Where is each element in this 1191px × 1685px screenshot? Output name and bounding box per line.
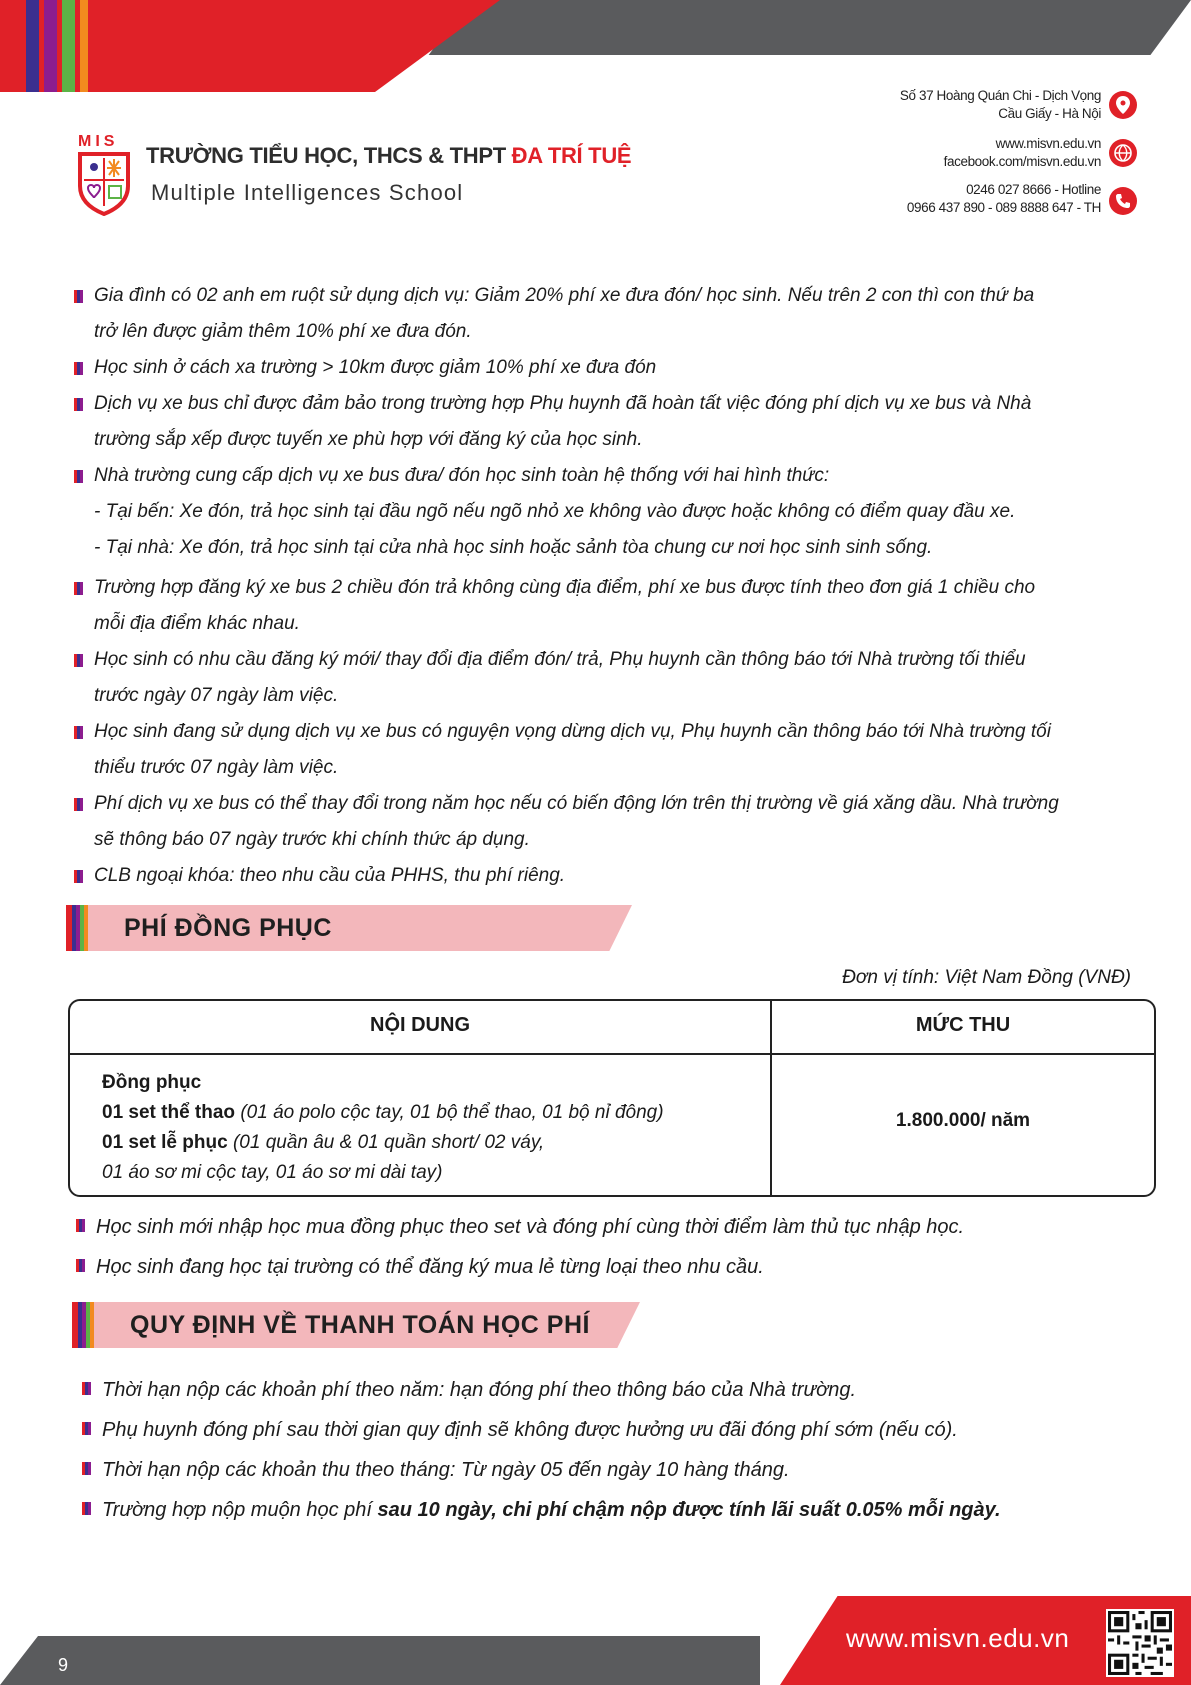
page-number: 9 [58,1655,69,1675]
qr-code-icon[interactable] [1106,1609,1174,1677]
school-name-english: Multiple Intelligences School [151,180,464,205]
web-links [944,135,1101,171]
uniform-price: 1.800.000/ năm [895,1110,1031,1131]
list-item: Học sinh ở cách xa trường > 10km được giảm 10% phí xe đưa đón [72,350,1152,386]
header-gray-band [380,0,1191,55]
footer-website-link[interactable]: www.misvn.edu.vn [846,1623,1070,1653]
list-item: Trường hợp nộp muộn học phí sau 10 ngày, chi phí chậm nộp được tính lãi suất 0.05% mỗi ngày. [80,1490,1160,1530]
list-item: Gia đình có 02 anh em ruột sử dụng dịch vụ: Giảm 20% phí xe đưa đón/ học sinh. Nếu trên 2 con thì con thứ ba trở lên được giảm thêm 10% phí xe đưa đón. [72,278,1152,350]
address: Số 37 Hoàng Quán Chi - Dịch Vọng Cầu Giấy - Hà Nội [899,88,1101,121]
phone-numbers: 0246 027 8666 - Hotline 0966 437 890 - 089 8888 647 - TH [906,182,1101,215]
uniform-notes [74,1207,1154,1287]
list-item: Nhà trường cung cấp dịch vụ xe bus đưa/ đón học sinh toàn hệ thống với hai hình thức: - Tại bến: Xe đón, trả học sinh tại đầu ngõ nếu ngõ nhỏ xe không vào được hoặc không có điểm quay đầu xe. - Tại nhà: Xe đón, trả học sinh tại cửa nhà học sinh hoặc sảnh tòa chung cư nơi học sinh sinh sống. [72,458,1152,566]
list-item: Thời hạn nộp các khoản phí theo năm: hạn đóng phí theo thông báo của Nhà trường. [80,1370,1160,1410]
list-item: Học sinh đang sử dụng dịch vụ xe bus có nguyện vọng dừng dịch vụ, Phụ huynh cần thông báo tới Nhà trường tối thiểu trước 07 ngày làm việc. [72,714,1152,786]
list-item: Học sinh mới nhập học mua đồng phục theo set và đóng phí cùng thời điểm làm thủ tục nhập học. [74,1207,1154,1247]
list-item: Phụ huynh đóng phí sau thời gian quy định sẽ không được hưởng ưu đãi đóng phí sớm (nếu có). [80,1410,1160,1450]
uniform-fee-table [68,999,1156,1197]
list-item: Dịch vụ xe bus chỉ được đảm bảo trong trường hợp Phụ huynh đã hoàn tất việc đóng phí dịch vụ xe bus và Nhà trường sắp xếp được tuyến xe phù hợp với đăng ký của học sinh. [72,386,1152,458]
list-item: Học sinh có nhu cầu đăng ký mới/ thay đổi địa điểm đón/ trả, Phụ huynh cần thông báo tới Nhà trường tối thiểu trước ngày 07 ngày làm việc. [72,642,1152,714]
stripe-purple [44,0,57,92]
currency-unit: Đơn vị tính: Việt Nam Đồng (VNĐ) [842,967,1131,988]
footer-gray-band [0,1636,760,1685]
uniform-description: Đồng phục 01 set thể thao (01 áo polo cộc tay, 01 bộ thể thao, 01 bộ nỉ đông) 01 set lễ phục (01 quần âu & 01 quần short/ 02 váy, 01 áo sơ mi cộc tay, 01 áo sơ mi dài tay) [102,1072,664,1183]
phone-icon [1109,187,1137,215]
school-logo-icon [76,150,132,216]
payment-rules [80,1370,1160,1530]
column-header-content: NỘI DUNG [370,1014,470,1036]
section-header-payment [72,1302,642,1348]
stripe-green [62,0,75,92]
stripe-indigo [26,0,39,92]
list-item: Phí dịch vụ xe bus có thể thay đổi trong năm học nếu có biến động lớn trên thị trường về giá xăng dầu. Nhà trường sẽ thông báo 07 ngày trước khi chính thức áp dụng. [72,786,1152,858]
list-item: Thời hạn nộp các khoản thu theo tháng: Từ ngày 05 đến ngày 10 hàng tháng. [80,1450,1160,1490]
bus-policy-list [72,278,1152,894]
header-red-band [0,0,500,92]
facebook-link[interactable]: facebook.com/misvn.edu.vn [943,154,1101,169]
section-title: PHÍ ĐỒNG PHỤC [124,914,332,942]
location-pin-icon [1109,91,1137,119]
school-name: TRƯỜNG TIỂU HỌC, THCS & THPT ĐA TRÍ TUỆ [146,143,632,168]
column-header-fee: MỨC THU [915,1014,1011,1036]
logo-text: MIS [78,133,119,150]
section-title: QUY ĐỊNH VỀ THANH TOÁN HỌC PHÍ [130,1311,590,1339]
website-link[interactable]: www.misvn.edu.vn [995,136,1101,151]
stripe-orange [80,0,88,92]
section-header-uniform [66,905,636,951]
globe-icon [1109,139,1137,167]
list-item: Học sinh đang học tại trường có thể đăng ký mua lẻ từng loại theo nhu cầu. [74,1247,1154,1287]
list-item: Trường hợp đăng ký xe bus 2 chiều đón trả không cùng địa điểm, phí xe bus được tính theo đơn giá 1 chiều cho mỗi địa điểm khác nhau. [72,570,1152,642]
list-item: CLB ngoại khóa: theo nhu cầu của PHHS, thu phí riêng. [72,858,1152,894]
